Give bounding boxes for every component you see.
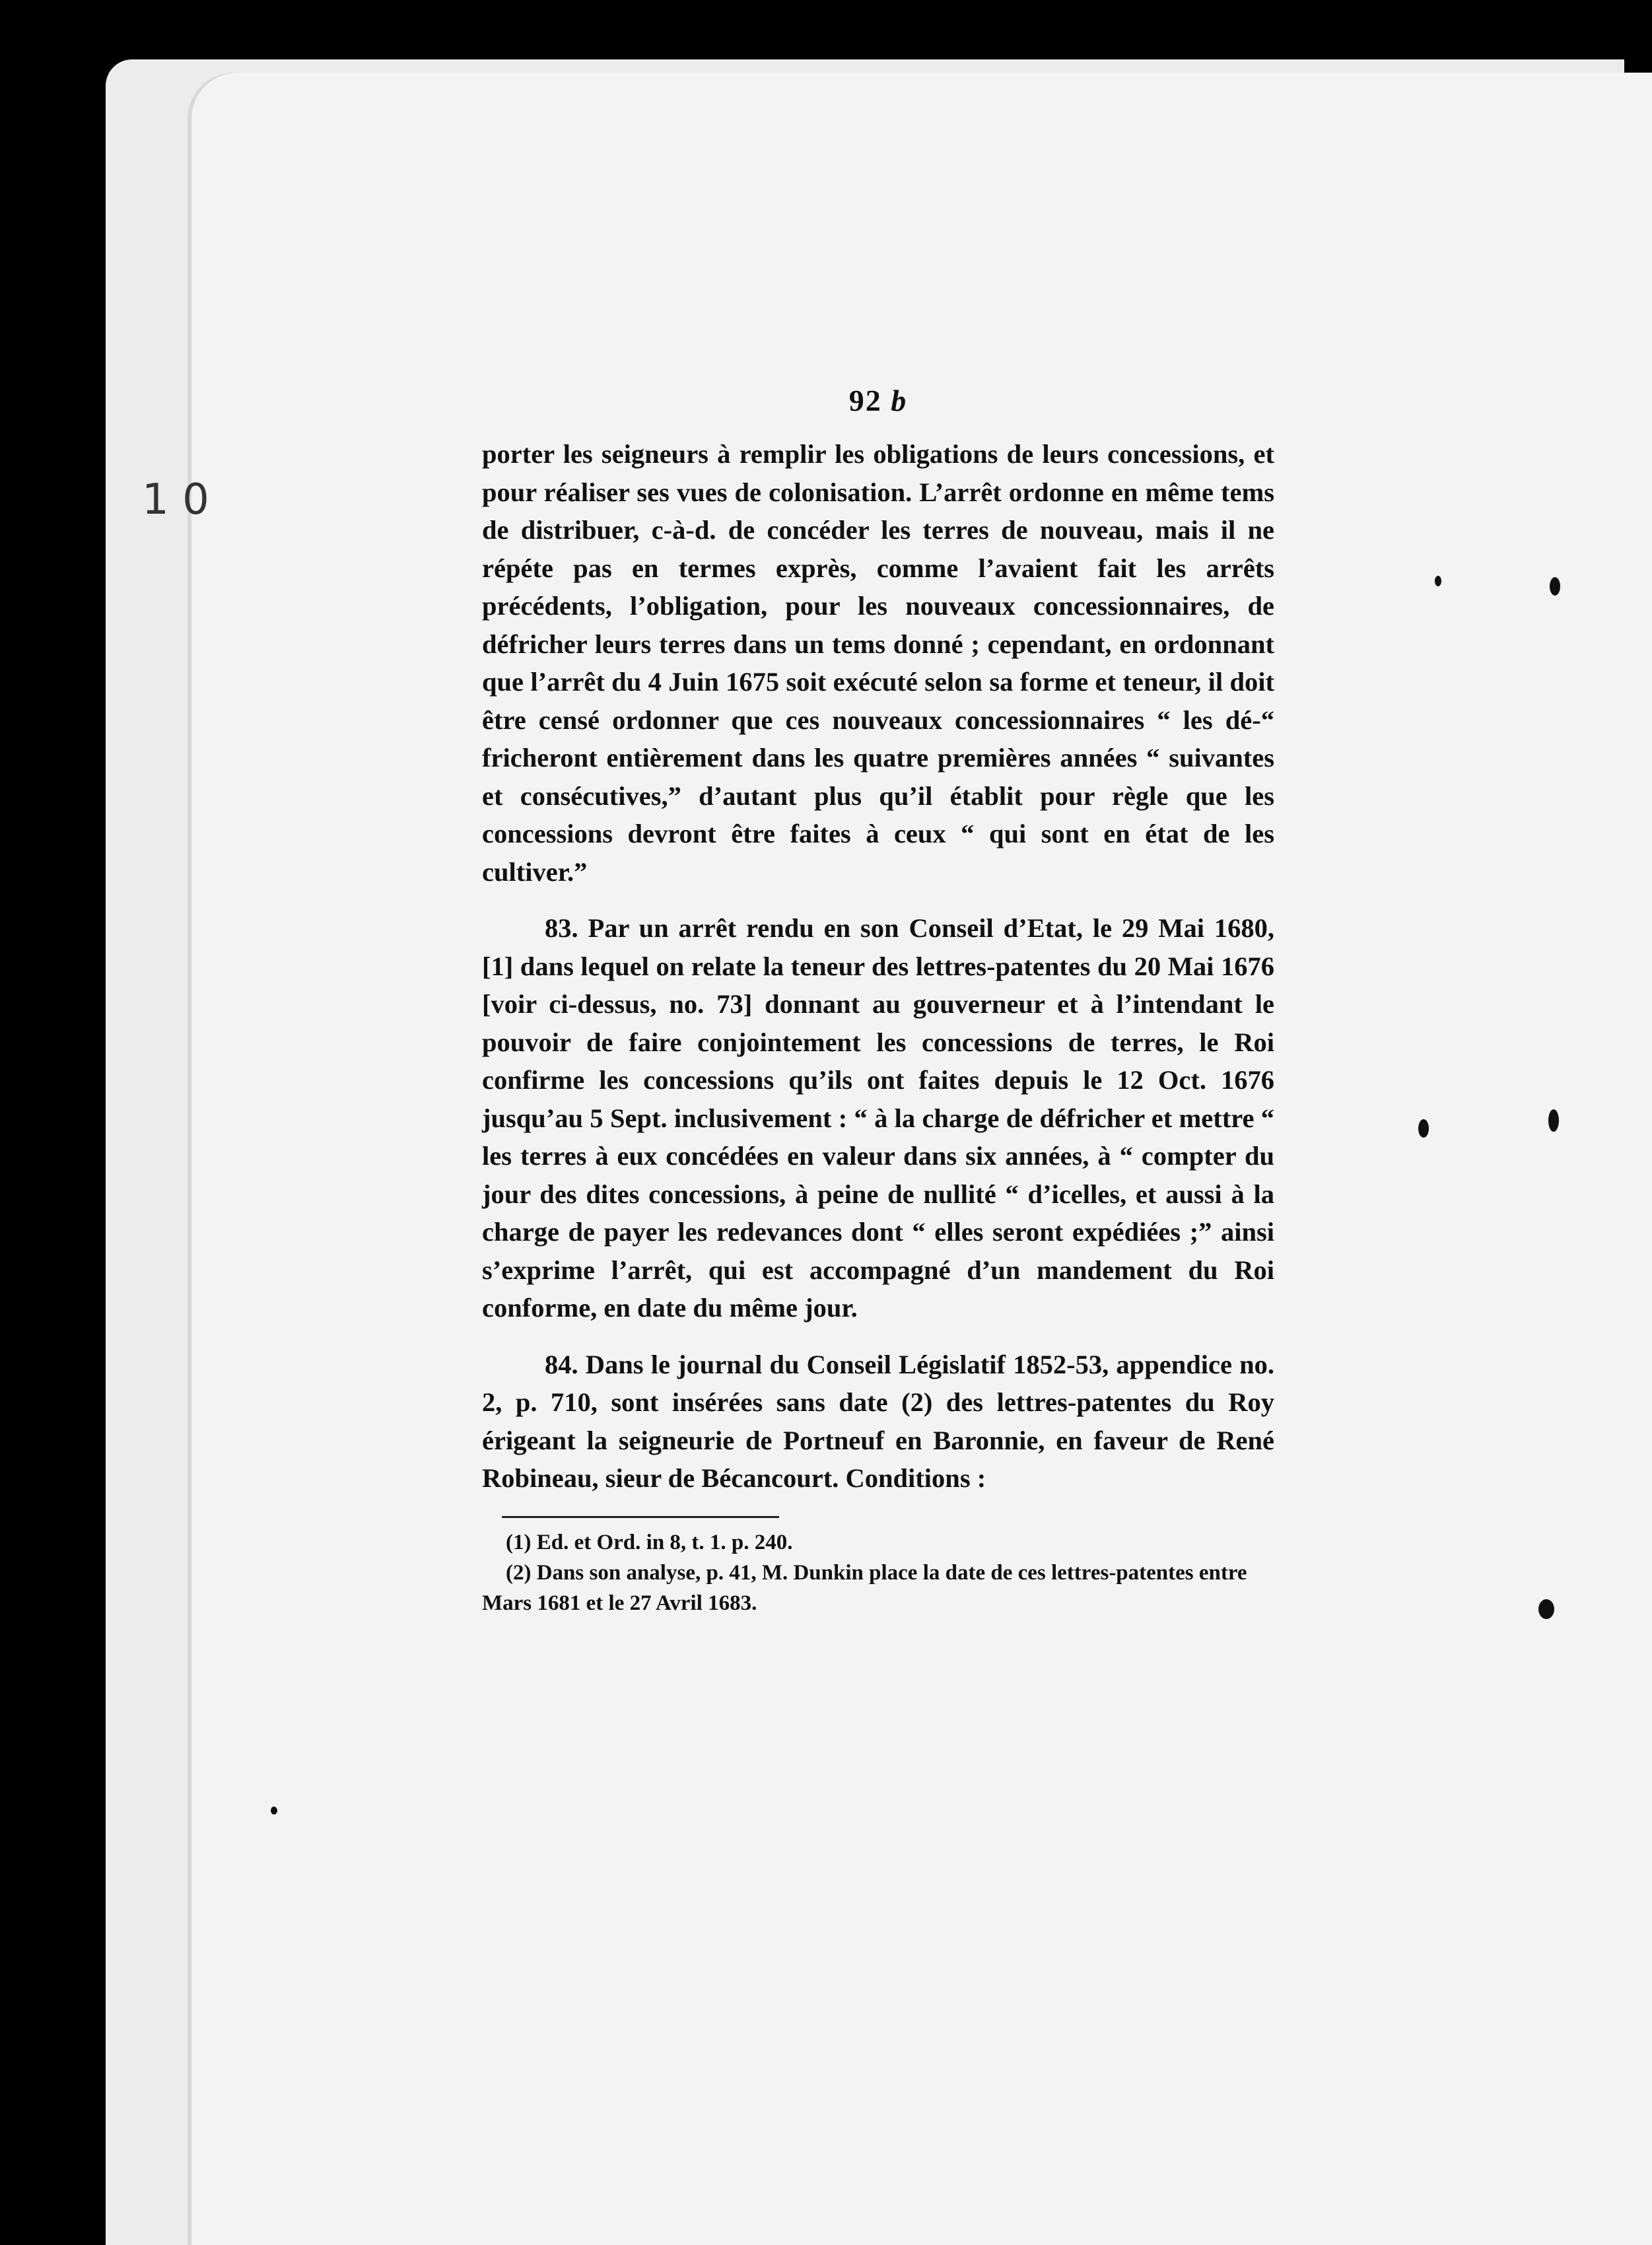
footnote-1: (1) Ed. et Ord. in 8, t. 1. p. 240. bbox=[506, 1530, 793, 1554]
footnote-rule bbox=[502, 1516, 779, 1518]
speck bbox=[271, 1807, 277, 1814]
paragraph-83: 83. Par un arrêt rendu en son Conseil d’Etat, le 29 Mai 1680, [1] dans lequel on relate la teneur des lettres-patentes du 20 Mai 1676 [voir ci-dessus, no. 73] donnant au gouverneur et à l’intendant le pouvoir de faire conjointement les concessions de terres, le Roi confirme les concessions qu’ils ont faites depuis le 12 Oct. 1676 jusqu’au 5 Sept. inclusivement : “ à la charge de défricher et mettre “ les terres à eux concédées en valeur dans six années, à “ compter du jour des dites concessions, à peine de nullité “ d’icelles, et aussi à la charge de payer les redevances dont “ elles seront expédiées ;” ainsi s’exprime l’arrêt, qui est accompagné d’un mandement du Roi conforme, en date du même jour. bbox=[482, 913, 1274, 1323]
margin-note: 1 0 bbox=[142, 475, 209, 524]
paragraph-continued: porter les seigneurs à remplir les obligations de leurs concessions, et pour réaliser ses vues de colonisation. L’arrêt ordonne en même tems de distribuer, c-à-d. de concéder les terres de nouveau, mais il ne répéte pas en termes exprès, comme l’avaient fait les arrêts précédents, l’obligation, pour les nouveaux concessionnaires, de défricher leurs terres dans un tems donné ; cependant, en ordonnant que l’arrêt du 4 Juin 1675 soit exécuté selon sa forme et teneur, il doit être censé ordonner que ces nouveaux concessionnaires “ les dé-“ fricheront entièrement dans les quatre premières années “ suivantes et consécutives,” d’autant plus qu’il établit pour règle que les concessions devront être faites à ceux “ qui sont en état de les cultiver.” bbox=[482, 439, 1274, 887]
page-number-main: 92 bbox=[848, 384, 882, 417]
page-number-suffix: b bbox=[891, 384, 908, 417]
page-number bbox=[482, 383, 1274, 418]
speck bbox=[1435, 576, 1441, 586]
speck bbox=[1550, 577, 1560, 596]
speck bbox=[1418, 1119, 1429, 1138]
footnote-2: (2) Dans son analyse, p. 41, M. Dunkin place la date de ces lettres-patentes entre Mars 1681 et le 27 Avril 1683. bbox=[482, 1560, 1247, 1615]
speck bbox=[1548, 1109, 1559, 1132]
text-block bbox=[482, 383, 1274, 1618]
speck bbox=[1538, 1599, 1554, 1619]
paragraph-84: 84. Dans le journal du Conseil Législatif 1852-53, appendice no. 2, p. 710, sont insérées sans date (2) des lettres-patentes du Roy érigeant la seigneurie de Portneuf en Baronnie, en faveur de René Robineau, sieur de Bécancourt. Conditions : bbox=[482, 1349, 1274, 1493]
